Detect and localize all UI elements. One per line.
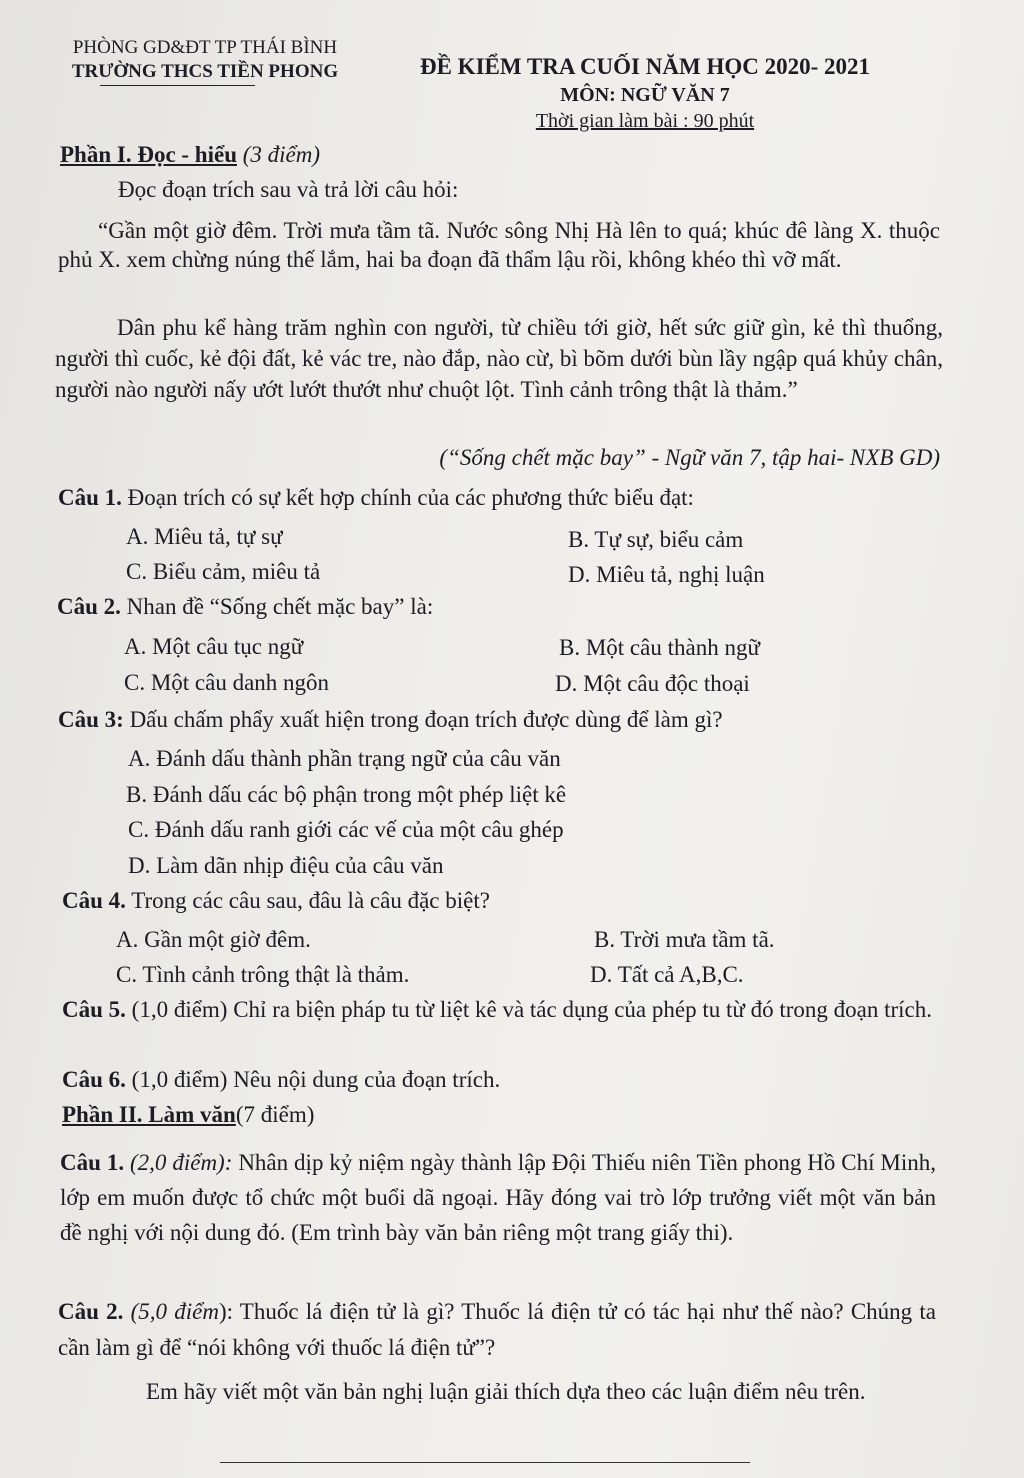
essay-question-2-points: (5,0 điểm xyxy=(130,1299,219,1324)
q1-option-b: B. Tự sự, biểu cảm xyxy=(568,527,744,552)
q4-option-b: B. Trời mưa tầm tã. xyxy=(594,927,775,952)
essay-question-2-text: ): Thuốc lá điện tử là gì? Thuốc lá điện tử có tác hại như thế nào? Chúng ta cần làm gì để “nói không với thuốc lá điện tử”? xyxy=(58,1299,937,1360)
part2-points: (7 điểm) xyxy=(235,1102,315,1127)
q2-option-d: D. Một câu độc thoại xyxy=(555,671,750,696)
exam-title: ĐỀ KIỂM TRA CUỐI NĂM HỌC 2020- 2021 xyxy=(419,54,870,79)
q2-option-b: B. Một câu thành ngữ xyxy=(559,635,760,660)
essay-question-1-text: Nhân dịp kỷ niệm ngày thành lập Đội Thiếu niên Tiền phong Hồ Chí Minh, lớp em muốn được tổ chức một buổi dã ngoại. Hãy đóng vai trò lớp trưởng viết một văn bản đề nghị với nội dung đó. (Em trình bày văn bản riêng một trang giấy thi). xyxy=(60,1150,937,1245)
question-5-label: Câu 5. xyxy=(62,997,126,1022)
question-1-text: Đoạn trích có sự kết hợp chính của các phương thức biểu đạt: xyxy=(127,485,694,510)
passage-paragraph-2: Dân phu kể hàng trăm nghìn con người, từ chiều tới giờ, hết sức giữ gìn, kẻ thì thuổng, người thì cuốc, kẻ đội đất, kẻ vác tre, nào đắp, nào cừ, bì bõm dưới bùn lầy ngập quá khủy chân, người nào người nấy ướt lướt thướt như chuột lột. Tình cảnh trông thật là thảm.” xyxy=(55,315,943,402)
q3-option-c: C. Đánh dấu ranh giới các vế của một câu ghép xyxy=(128,817,564,842)
essay-question-1 xyxy=(60,1145,936,1250)
question-6 xyxy=(62,1065,500,1095)
q1-option-a: A. Miêu tả, tự sự xyxy=(126,524,283,549)
question-1-label: Câu 1. xyxy=(58,485,122,510)
q4-option-c: C. Tình cảnh trông thật là thảm. xyxy=(116,962,410,987)
question-3 xyxy=(58,705,723,735)
school-header xyxy=(55,36,355,84)
question-2-label: Câu 2. xyxy=(57,594,121,619)
essay-question-1-points: (2,0 điểm): xyxy=(130,1150,233,1175)
q1-option-c: C. Biểu cảm, miêu tả xyxy=(126,559,321,584)
q2-option-c: C. Một câu danh ngôn xyxy=(124,670,330,695)
q1-option-d: D. Miêu tả, nghị luận xyxy=(568,562,765,587)
exam-header xyxy=(380,52,910,134)
end-divider xyxy=(220,1462,750,1463)
part2-heading xyxy=(62,1100,314,1130)
passage-paragraph-1: “Gần một giờ đêm. Trời mưa tầm tã. Nước sông Nhị Hà lên to quá; khúc đê làng X. thuộc phủ X. xem chừng núng thế lắm, hai ba đoạn đã thẩm lậu rồi, không khéo thì vỡ mất. xyxy=(58,218,940,272)
passage-source: (“Sống chết mặc bay” - Ngữ văn 7, tập hai- NXB GD) xyxy=(439,445,940,470)
question-6-label: Câu 6. xyxy=(62,1067,126,1092)
header-divider xyxy=(100,85,255,86)
question-5 xyxy=(62,992,936,1028)
exam-time: Thời gian làm bài : 90 phút xyxy=(535,110,755,132)
exam-subject: MÔN: NGỮ VĂN 7 xyxy=(560,84,730,106)
reading-instruction: Đọc đoạn trích sau và trả lời câu hỏi: xyxy=(118,177,459,202)
essay-question-1-label: Câu 1. xyxy=(60,1150,125,1175)
part1-heading xyxy=(60,140,320,170)
department-name: PHÒNG GD&ĐT TP THÁI BÌNH xyxy=(72,37,338,58)
part1-title: Phần I. Đọc - hiểu xyxy=(60,142,237,167)
question-3-text: Dấu chấm phẩy xuất hiện trong đoạn trích được dùng để làm gì? xyxy=(129,707,723,732)
q4-option-a: A. Gần một giờ đêm. xyxy=(116,927,311,952)
q3-option-d: D. Làm dãn nhịp điệu của câu văn xyxy=(128,853,444,878)
question-4 xyxy=(62,886,490,916)
question-2 xyxy=(57,592,433,622)
essay-question-2-label: Câu 2. xyxy=(58,1299,124,1324)
part1-points: (3 điểm) xyxy=(242,142,321,167)
question-4-text: Trong các câu sau, đâu là câu đặc biệt? xyxy=(131,888,490,913)
question-2-text: Nhan đề “Sống chết mặc bay” là: xyxy=(126,594,434,619)
essay-question-2-task: Em hãy viết một văn bản nghị luận giải thích dựa theo các luận điểm nêu trên. xyxy=(146,1379,866,1404)
question-3-label: Câu 3: xyxy=(58,707,124,732)
essay-question-2 xyxy=(58,1294,936,1366)
q2-option-a: A. Một câu tục ngữ xyxy=(124,634,304,659)
question-4-label: Câu 4. xyxy=(62,888,126,913)
school-name: TRƯỜNG THCS TIỀN PHONG xyxy=(71,61,339,82)
part2-title: Phần II. Làm văn xyxy=(62,1102,236,1127)
question-5-text: (1,0 điểm) Chỉ ra biện pháp tu từ liệt kê và tác dụng của phép tu từ đó trong đoạn trích. xyxy=(131,997,932,1022)
q3-option-b: B. Đánh dấu các bộ phận trong một phép liệt kê xyxy=(126,782,567,807)
q3-option-a: A. Đánh dấu thành phần trạng ngữ của câu văn xyxy=(128,746,561,771)
q4-option-d: D. Tất cả A,B,C. xyxy=(590,962,744,987)
question-1 xyxy=(58,483,694,513)
question-6-text: (1,0 điểm) Nêu nội dung của đoạn trích. xyxy=(131,1067,501,1092)
